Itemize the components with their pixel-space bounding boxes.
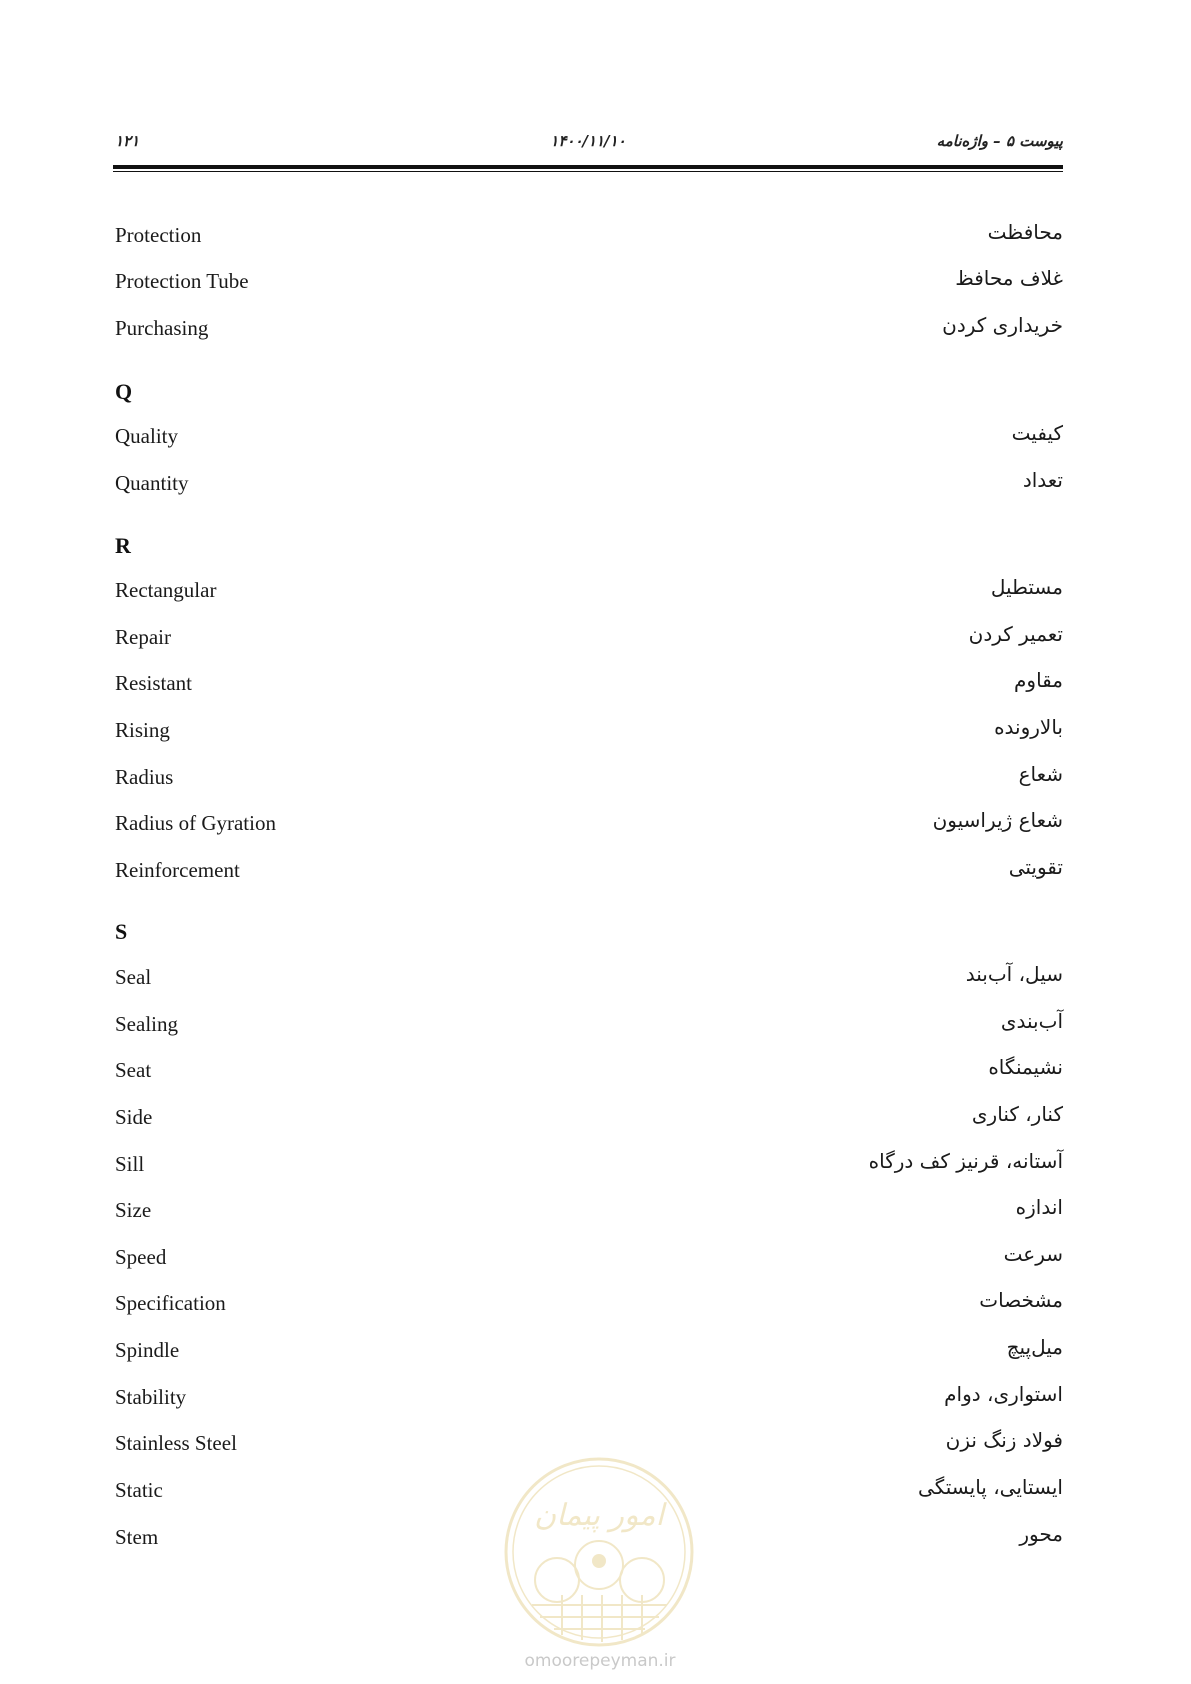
glossary-row — [113, 715, 1063, 745]
watermark-site: omoorepeyman.ir — [524, 1651, 676, 1671]
term-english: Quality — [115, 424, 178, 448]
glossary-row — [113, 1288, 1063, 1318]
term-persian: تقویتی — [1008, 855, 1063, 879]
term-persian: خریداری کردن — [942, 313, 1063, 337]
glossary-row — [113, 575, 1063, 605]
term-english: Side — [115, 1105, 153, 1129]
term-english: Seal — [115, 965, 152, 989]
term-english: Speed — [115, 1245, 167, 1269]
term-english: Protection — [115, 223, 202, 247]
glossary-row — [113, 855, 1063, 885]
term-english: Radius of Gyration — [115, 811, 276, 835]
term-english: Repair — [115, 625, 171, 649]
term-english: Rectangular — [115, 578, 217, 602]
glossary-row — [113, 1382, 1063, 1412]
glossary-row — [113, 1102, 1063, 1132]
term-persian: استواری، دوام — [944, 1382, 1063, 1406]
page-number: ۱۲۱ — [115, 132, 140, 150]
glossary-row — [113, 313, 1063, 343]
glossary-row — [113, 808, 1063, 838]
term-persian: غلاف محافظ — [955, 266, 1063, 290]
glossary-row — [113, 962, 1063, 992]
term-english: Reinforcement — [115, 858, 240, 882]
term-persian: مقاوم — [1014, 668, 1063, 692]
glossary-row — [113, 1195, 1063, 1225]
term-english: Sealing — [115, 1012, 178, 1036]
term-persian: مشخصات — [979, 1288, 1063, 1312]
term-persian: شعاع ژیراسیون — [932, 808, 1063, 832]
glossary-row — [113, 421, 1063, 451]
term-persian: شعاع — [1018, 762, 1063, 786]
glossary-row — [113, 1009, 1063, 1039]
term-persian: آستانه، قرنیز کف درگاه — [868, 1149, 1063, 1173]
term-english: Purchasing — [115, 316, 209, 340]
glossary-row — [113, 1149, 1063, 1179]
term-english: Specification — [115, 1291, 226, 1315]
watermark-logo — [502, 1455, 697, 1650]
glossary-row — [113, 220, 1063, 250]
term-persian: نشیمنگاه — [988, 1055, 1063, 1079]
glossary-row — [113, 762, 1063, 792]
term-english: Stem — [115, 1525, 159, 1549]
glossary-row — [113, 266, 1063, 296]
term-persian: فولاد زنگ نزن — [945, 1428, 1063, 1452]
term-english: Quantity — [115, 471, 189, 495]
term-persian: تعداد — [1022, 468, 1063, 492]
term-persian: محافظت — [987, 220, 1063, 244]
term-english: Protection Tube — [115, 269, 249, 293]
term-persian: مستطیل — [990, 575, 1063, 599]
term-persian: ایستایی، پایستگی — [918, 1475, 1063, 1499]
term-persian: سیل، آب‌بند — [965, 962, 1063, 986]
term-persian: محور — [1019, 1522, 1063, 1546]
term-english: Static — [115, 1478, 163, 1502]
term-persian: کنار، کناری — [971, 1102, 1063, 1126]
term-persian: تعمیر کردن — [968, 622, 1063, 646]
header-date: ۱۴۰۰/۱۱/۱۰ — [550, 132, 626, 150]
page-header — [113, 132, 1063, 156]
glossary-row — [113, 1242, 1063, 1272]
glossary-row — [113, 1428, 1063, 1458]
term-english: Spindle — [115, 1338, 180, 1362]
term-persian: سرعت — [1003, 1242, 1063, 1266]
term-english: Stability — [115, 1385, 187, 1409]
glossary-row — [113, 1055, 1063, 1085]
term-persian: اندازه — [1015, 1195, 1063, 1219]
term-english: Resistant — [115, 671, 192, 695]
term-english: Size — [115, 1198, 152, 1222]
term-persian: میل‌پیچ — [1006, 1335, 1063, 1359]
term-persian: آب‌بندی — [1000, 1009, 1063, 1033]
section-title: پیوست ۵ – واژه‌نامه — [936, 132, 1063, 150]
section-letter-q: Q — [115, 379, 133, 404]
section-letter-r: R — [115, 533, 131, 558]
term-english: Sill — [115, 1152, 145, 1176]
term-english: Seat — [115, 1058, 152, 1082]
term-persian: کیفیت — [1011, 421, 1063, 445]
watermark-logo-text: امور پیمان — [534, 1498, 664, 1533]
glossary-row — [113, 668, 1063, 698]
term-english: Radius — [115, 765, 174, 789]
glossary-row — [113, 622, 1063, 652]
term-english: Stainless Steel — [115, 1431, 237, 1455]
term-english: Rising — [115, 718, 170, 742]
term-persian: بالارونده — [994, 715, 1063, 739]
glossary-row — [113, 1335, 1063, 1365]
header-rule-thin — [113, 171, 1063, 172]
glossary-row — [113, 468, 1063, 498]
header-rule-thick — [113, 165, 1063, 169]
section-letter-s: S — [115, 919, 128, 944]
